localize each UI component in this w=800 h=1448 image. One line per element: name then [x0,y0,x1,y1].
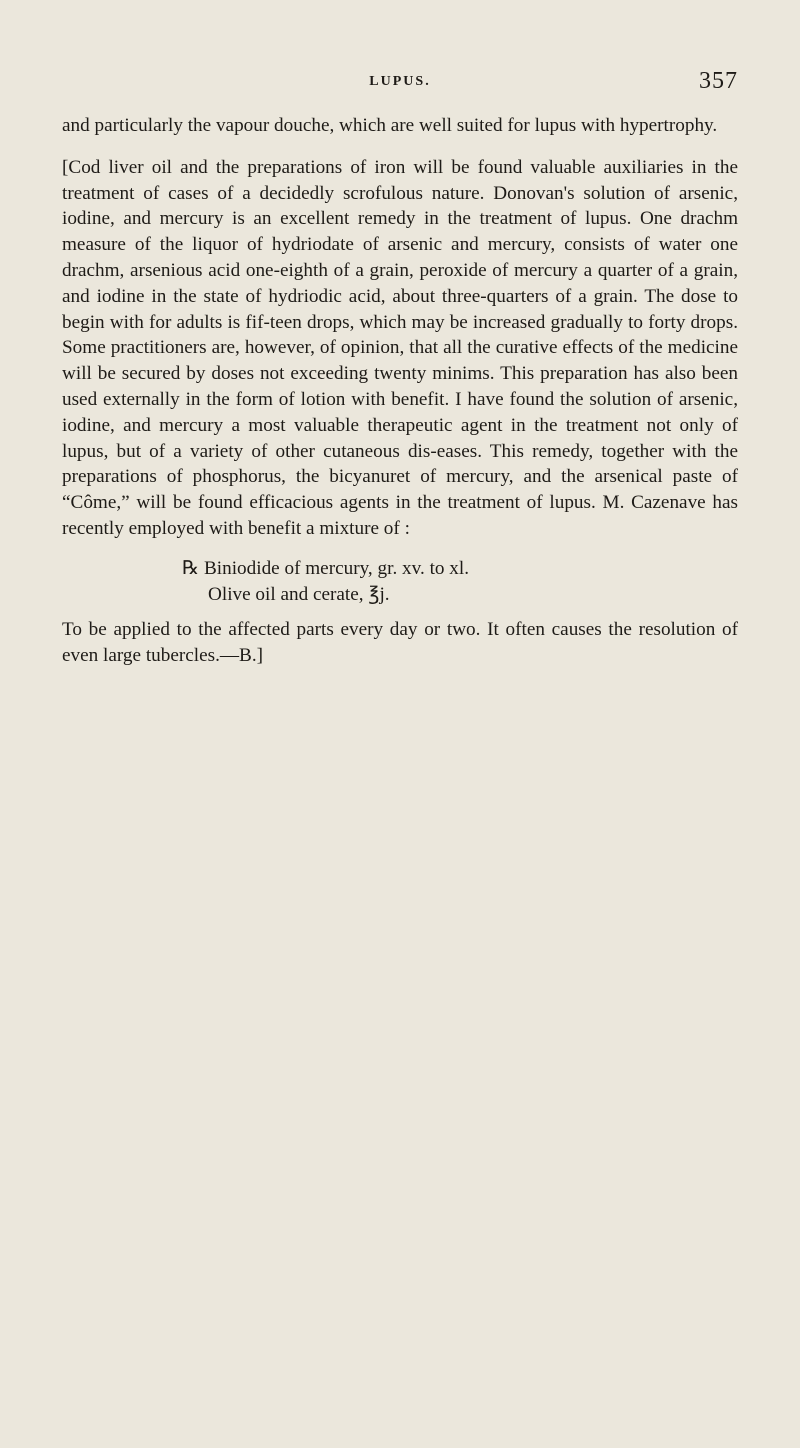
paragraph-continuation: and particularly the vapour douche, which are well suited for lupus with hypertrophy. [62,115,718,136]
prescription-line-2: Olive oil and cerate, ℥j. [208,583,390,605]
running-head [0,68,800,98]
prescription [182,556,738,608]
body-text [62,113,738,669]
prescription-line-1: ℞ Biniodide of mercury, gr. xv. to xl. [182,557,470,579]
running-head-title: LUPUS. [369,74,431,89]
page-number: 357 [699,68,738,94]
paragraph-editor-note: [Cod liver oil and the preparations of iron will be found valuable auxiliaries in the treatment of cases of a decidedly scrofulous nature. Donovan's solution of arsenic, iodine, and mercury is an excellent remedy in the treatment of lupus. One drachm measure of the liquor of hydriodate of arsenic and mercury, consists of water one drachm, arsenious acid one-eighth of a grain, peroxide of mercury a quarter of a grain, and iodine in the state of hydriodic acid, about three-quarters of a grain. The dose to begin with for adults is fif-teen drops, which may be increased gradually to forty drops. Some practitioners are, however, of opinion, that all the curative effects of the medicine will be secured by doses not exceeding twenty minims. This preparation has also been used externally in the form of lotion with benefit. I have found the solution of arsenic, iodine, and mercury a most valuable therapeutic agent in the treatment not only of lupus, but of a variety of other cutaneous dis-eases. This remedy, together with the preparations of phosphorus, the bicyanuret of mercury, and the arsenical paste of “Côme,” will be found efficacious agents in the treatment of lupus. M. Cazenave has recently employed with benefit a mixture of : [62,156,738,539]
paragraph-closing: To be applied to the affected parts every day or two. It often causes the resolution of even large tubercles.—B.] [62,619,738,667]
